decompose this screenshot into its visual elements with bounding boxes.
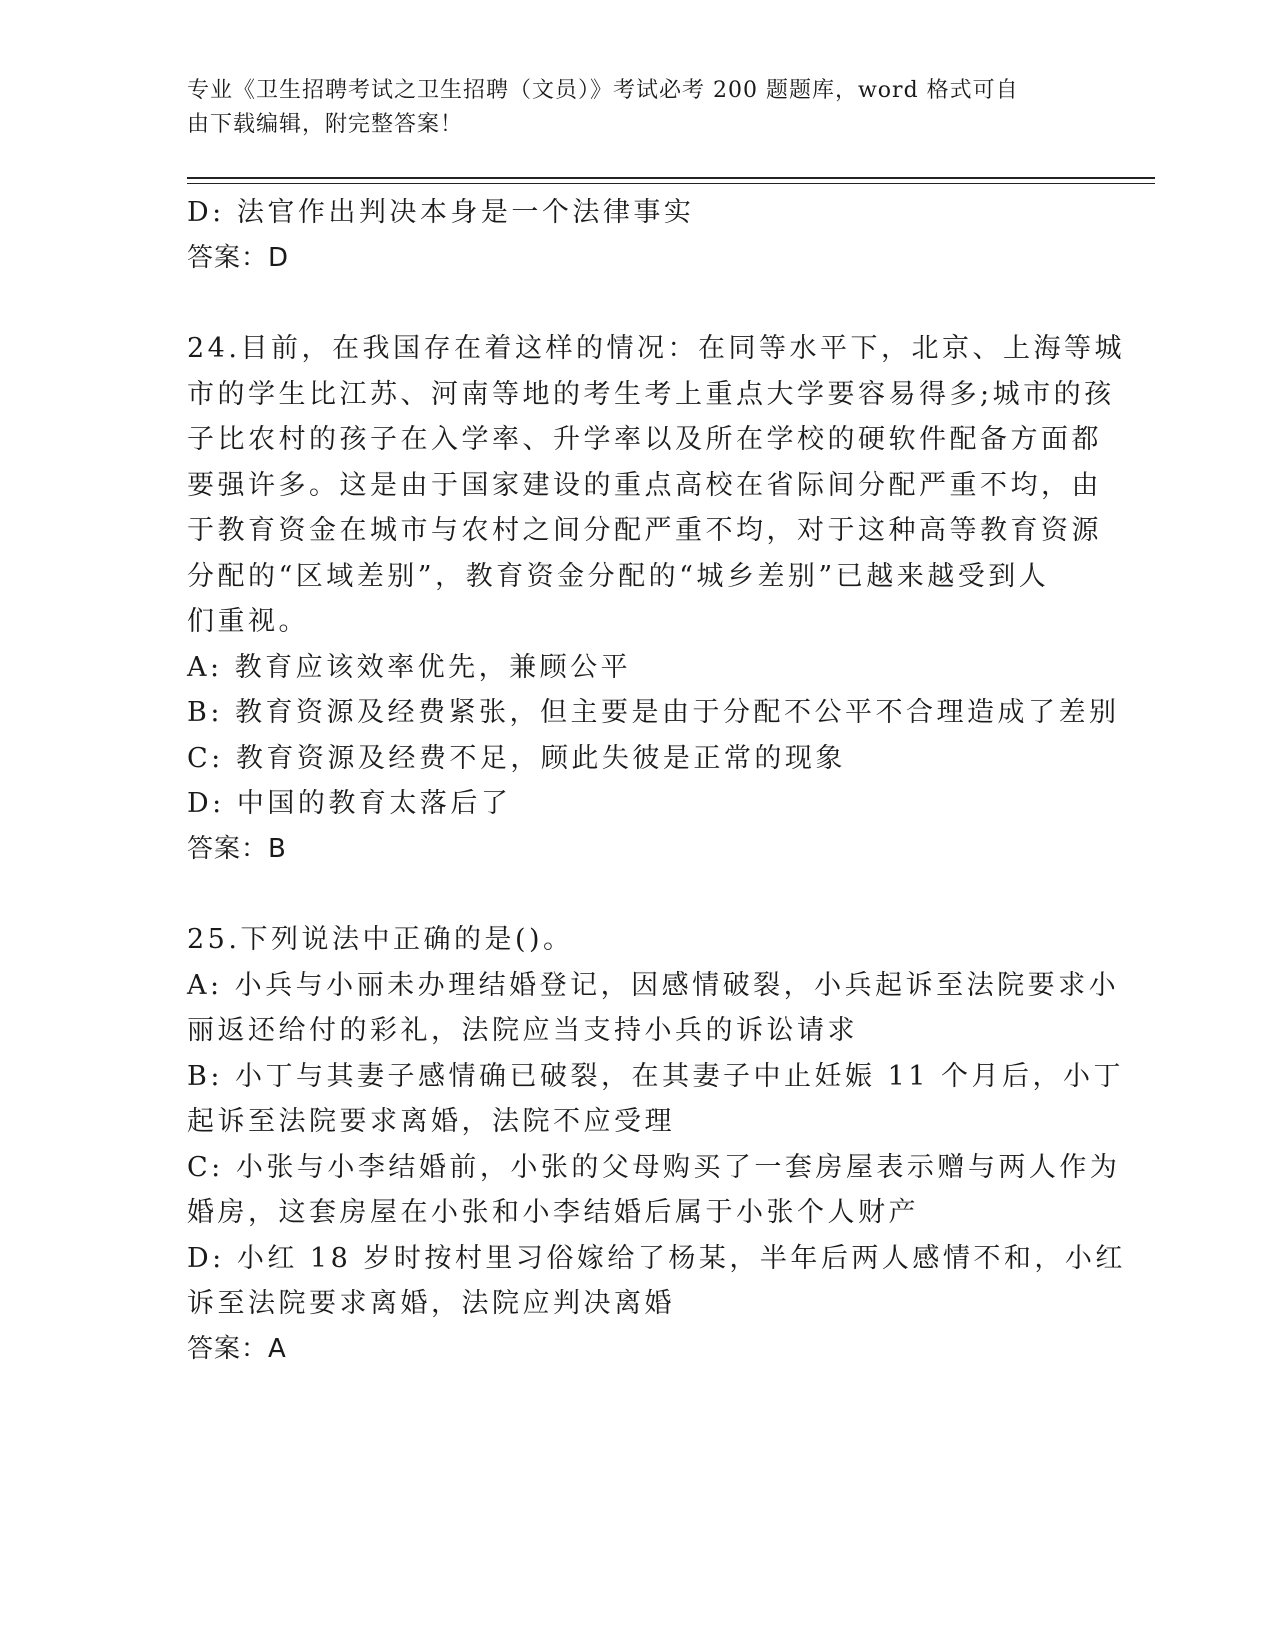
q25-option-b: B: 小丁与其妻子感情确已破裂，在其妻子中止妊娠 11 个月后，小丁 [187, 1060, 1125, 1092]
question-24 [187, 326, 1125, 872]
q24-stem-line: 分配的“区域差别”，教育资金分配的“城乡差别”已越来越受到人 [187, 560, 1050, 592]
q24-stem-line: 24.目前，在我国存在着这样的情况：在同等水平下，北京、上海等城 [187, 333, 1125, 364]
q25-answer: 答案：A [187, 1333, 287, 1364]
spacer [187, 281, 1087, 326]
header-rule-thick [187, 177, 1155, 179]
question-content [187, 190, 1126, 1372]
header-line-2: 由下载编辑，附完整答案！ [187, 112, 464, 137]
q25-option-a: A: 小兵与小丽未办理结婚登记，因感情破裂，小兵起诉至法院要求小 [187, 969, 1120, 1001]
q25-option-b-cont: 起诉至法院要求离婚，法院不应受理 [187, 1106, 675, 1137]
spacer [187, 872, 1087, 917]
q25-option-c: C: 小张与小李结婚前，小张的父母购买了一套房屋表示赠与两人作为 [187, 1151, 1121, 1183]
q24-option-b: B: 教育资源及经费紧张，但主要是由于分配不公平不合理造成了差别 [187, 697, 1120, 728]
header-rule-thin [187, 183, 1155, 184]
q24-option-a: A: 教育应该效率优先，兼顾公平 [187, 651, 632, 683]
header-line-1: 专业《卫生招聘考试之卫生招聘（文员）》考试必考 200 题题库，word 格式可自 [187, 78, 1019, 103]
q24-stem-line: 市的学生比江苏、河南等地的考生考上重点大学要容易得多;城市的孩 [187, 378, 1115, 410]
q24-answer: 答案：B [187, 833, 287, 864]
prev-option-d: D: 法官作出判决本身是一个法律事实 [187, 197, 695, 228]
q24-option-c: C: 教育资源及经费不足，顾此失彼是正常的现象 [187, 742, 846, 774]
q25-option-a-cont: 丽返还给付的彩礼，法院应当支持小兵的诉讼请求 [187, 1015, 858, 1046]
q24-stem-line: 子比农村的孩子在入学率、升学率以及所在学校的硬软件配备方面都 [187, 424, 1102, 455]
q24-stem-line: 于教育资金在城市与农村之间分配严重不均，对于这种高等教育资源 [187, 515, 1102, 546]
q25-stem: 25.下列说法中正确的是()。 [187, 924, 574, 955]
q24-option-d: D: 中国的教育太落后了 [187, 788, 512, 819]
question-25 [187, 917, 1126, 1372]
q24-stem-line: 们重视。 [187, 606, 309, 637]
q24-stem-line: 要强许多。这是由于国家建设的重点高校在省际间分配严重不均，由 [187, 469, 1102, 501]
q25-option-d-cont: 诉至法院要求离婚，法院应判决离婚 [187, 1288, 675, 1319]
page-header [187, 74, 1067, 142]
prev-answer: 答案：D [187, 242, 290, 273]
q25-option-c-cont: 婚房，这套房屋在小张和小李结婚后属于小张个人财产 [187, 1197, 919, 1228]
q25-option-d: D: 小红 18 岁时按村里习俗嫁给了杨某，半年后两人感情不和，小红 [187, 1242, 1126, 1274]
